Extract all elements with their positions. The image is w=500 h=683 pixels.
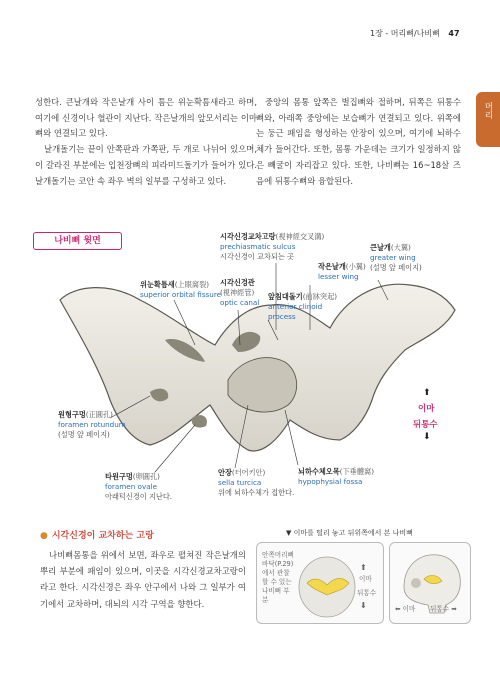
inset-note-line: 할 수 있는 (262, 578, 292, 586)
label-ko: 앞침대돌기 (268, 292, 303, 301)
inset-note-line: 에서 관찰 (262, 569, 290, 577)
label-desc: (설명 앞 페이지) (58, 430, 110, 439)
label-en: greater wing (370, 253, 416, 262)
label-ko: 타원구멍 (105, 472, 133, 481)
label-superior-orbital-fissure (140, 280, 221, 300)
label-sella-turcica (218, 468, 294, 498)
inset-dir-back: 뒤통수 ➡ (430, 605, 457, 613)
arrow-down-icon: ⬇ (360, 601, 367, 610)
body-paragraph: 성한다. 큰날개와 작은날개 사이 틈은 위눈확틈새라고 하며, 여기에 신경이나 혈관이 지난다. 작은날개의 앞모서리는 이마뼈와 연결되고 있다. (35, 97, 257, 139)
label-en: lesser wing (318, 272, 359, 281)
label-han: (正圓孔) (85, 410, 113, 419)
label-ko: 원형구멍 (58, 410, 86, 419)
label-ko: 작은날개 (318, 262, 346, 271)
label-desc: 아래턱신경이 지난다. (105, 492, 173, 501)
label-desc: 위에 뇌하수체가 접한다. (218, 488, 295, 497)
body-paragraph: 날개돌기는 끝이 안쪽판과 가쪽판, 두 개로 나뉘어 있으며, 이 갈라진 부분에는 입천장뼈의 피라미드돌기가 들어가 있다. 날개돌기는 코안 속 좌우 벽의 일부를 구성하고 있다. (35, 144, 257, 186)
figure-title: 나비뼈 윗면 (33, 232, 122, 250)
inset-dir-front-label: 이마 (402, 605, 416, 613)
body-paragraph: 중앙의 몸통 앞쪽은 벌집뼈와 접하며, 뒤쪽은 뒤통수뼈와, 아래쪽 중앙에는 보습뼈가 연결되고 있다. 위쪽에는 둥근 패임을 형성하는 안장이 있으며, 여기에 뇌하수체가 들어간다. 또한, 몸통 가운데는 크기가 일정하지 않은 빼굴이 자리잡고 있다. 또한, 나비뼈는 16~18살 즈음에 뒤통수뼈와 융합된다. (256, 97, 461, 186)
label-foramen-rotundum (58, 410, 126, 440)
inset-note-line: 바닥(P.29) (262, 560, 294, 568)
arrow-up-icon: ⬆ (423, 388, 431, 398)
label-ko: 큰날개 (370, 243, 391, 252)
label-han: (前牀突起) (302, 292, 338, 301)
foramen-ovale-shape (192, 415, 207, 427)
arrow-down-icon: ⬇ (423, 432, 431, 442)
label-ko: 안장 (218, 468, 232, 477)
direction-back: 뒤통수 (413, 420, 438, 430)
inset-dir-front: ⬅ 이마 (395, 605, 416, 613)
label-han: (大翼) (390, 243, 411, 252)
label-han: (小翼) (345, 262, 366, 271)
label-foramen-ovale (105, 472, 172, 502)
label-prechiasmatic-sulcus (220, 232, 324, 262)
inset-note-line: 분 (262, 596, 269, 604)
label-en: superior orbital fissure (140, 290, 222, 299)
label-lesser-wing (318, 262, 366, 282)
label-en: anterior clinoid (268, 302, 323, 311)
label-han: (上眼窩裂) (174, 280, 210, 289)
page-number: 47 (448, 29, 460, 38)
subsection-paragraph: 나비뼈몸통을 위에서 보면, 좌우로 펼쳐진 작은날개의 뿌리 부분에 패임이 있으며, 이곳을 시각신경교차고랑이라고 한다. 시각신경은 좌우 안구에서 나와 그 일부가 여기에서 교차하며, 대뇌의 시각 구역을 향한다. (40, 550, 246, 609)
side-tab-label: 머리 (483, 102, 493, 119)
direction-front: 이마 (418, 404, 435, 414)
inset-panel-1 (256, 542, 384, 624)
label-en: prechiasmatic sulcus (220, 242, 296, 251)
label-en: sella turcica (218, 478, 262, 487)
label-optic-canal (220, 278, 259, 308)
header-section: 1장 - 머리뼈/나비뼈 (370, 29, 440, 38)
label-ko: 위눈확틈새 (140, 280, 175, 289)
label-desc: 시각신경이 교차되는 곳 (220, 252, 295, 261)
label-han: (視神經管) (220, 288, 255, 297)
label-greater-wing (370, 243, 422, 273)
inset-note-line: 안쪽머리뼈 (262, 551, 294, 559)
label-en: hypophysial fossa (298, 477, 363, 486)
label-en: optic canal (220, 298, 260, 307)
inset-panel-2 (389, 542, 471, 624)
label-ko: 뇌하수체오목 (298, 467, 340, 476)
label-anterior-clinoid-process (268, 292, 337, 322)
inset-dir-back-label: 뒤통수 (430, 605, 450, 613)
label-han: (下垂體窩) (339, 467, 375, 476)
label-han: (視神經交叉溝) (275, 232, 325, 241)
inset-note-line: 나비뼈 부 (262, 587, 290, 595)
inset-dir-front: 이마 (359, 575, 372, 583)
label-ko: 시각신경관 (220, 278, 255, 287)
inset-dir-back: 뒤통수 (357, 589, 377, 597)
label-hypophysial-fossa (298, 467, 374, 487)
label-han: (卵圓孔) (132, 472, 160, 481)
arrow-up-icon: ⬆ (360, 563, 367, 572)
label-en: foramen rotundum (58, 420, 126, 429)
subsection-heading-text: 시각신경이 교차하는 고랑 (51, 531, 154, 541)
label-desc: (설명 앞 페이지) (370, 263, 422, 272)
label-han: (터어키안) (231, 468, 266, 477)
label-en: process (268, 312, 296, 321)
inset-caption: ▼ 이마를 떨리 놓고 뒤위쪽에서 본 나비뼈 (286, 529, 413, 537)
subsection-heading (40, 528, 154, 541)
bullet-icon: ● (40, 531, 48, 541)
label-en: foramen ovale (105, 482, 158, 491)
label-ko: 시각신경교차고랑 (220, 232, 276, 241)
